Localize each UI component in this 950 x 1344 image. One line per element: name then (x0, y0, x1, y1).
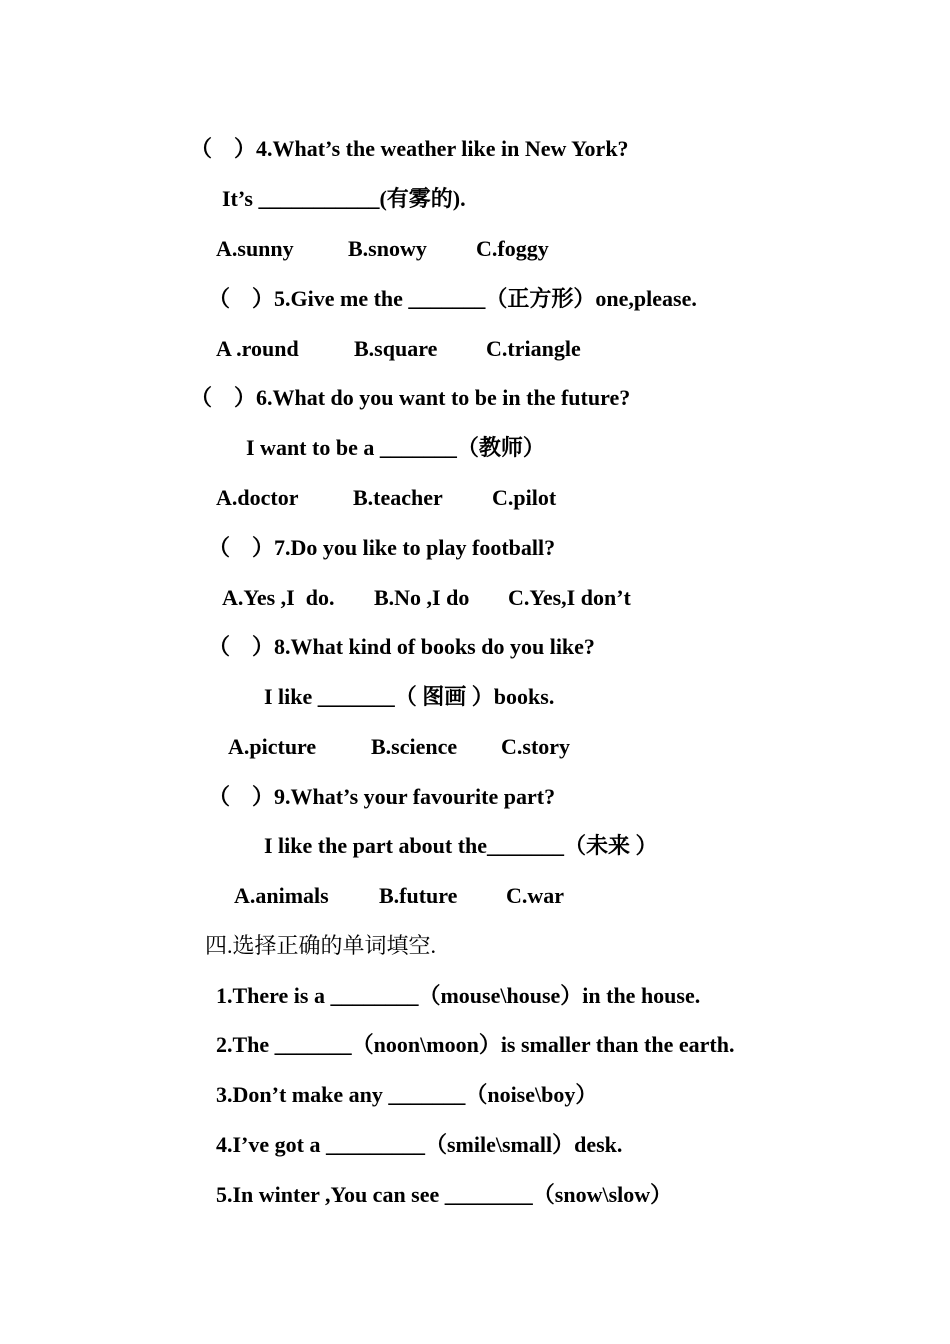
question-9: （ ）9.What’s your favourite part? (208, 784, 556, 809)
question-8-option-c: C.story (501, 734, 571, 759)
section-4-heading: 四.选择正确的单词填空. (205, 933, 437, 958)
fill-blank-item-1: 1.There is a ________（mouse\house）in the house. (216, 983, 701, 1008)
question-6: （ ）6.What do you want to be in the future? (190, 385, 631, 410)
question-9-option-c: C.war (506, 883, 565, 908)
fill-blank-item-5: 5.In winter ,You can see ________（snow\slow） (216, 1182, 673, 1207)
question-9-option-b: B.future (379, 883, 458, 908)
question-4-option-b: B.snowy (348, 236, 427, 261)
question-8: （ ）8.What kind of books do you like? (208, 634, 595, 659)
question-8-option-b: B.science (371, 734, 458, 759)
question-7: （ ）7.Do you like to play football? (208, 535, 556, 560)
question-5: （ ）5.Give me the _______（正方形）one,please. (208, 286, 697, 311)
question-7-option-b: B.No ,I do (374, 585, 470, 610)
question-6-option-a: A.doctor (216, 485, 299, 510)
fill-blank-item-2: 2.The _______（noon\moon）is smaller than the earth. (216, 1032, 735, 1057)
question-4: （ ）4.What’s the weather like in New York? (190, 136, 629, 161)
question-9-option-a: A.animals (234, 883, 329, 908)
question-8-prompt: I like _______（ 图画 ）books. (264, 684, 555, 709)
question-5-option-c: C.triangle (486, 336, 581, 361)
question-7-option-a: A.Yes ,I do. (222, 585, 335, 610)
question-7-option-c: C.Yes,I don’t (508, 585, 631, 610)
question-4-option-a: A.sunny (216, 236, 294, 261)
question-4-option-c: C.foggy (476, 236, 549, 261)
question-4-prompt: It’s ___________(有雾的). (222, 186, 466, 211)
question-8-option-a: A.picture (228, 734, 317, 759)
question-5-option-b: B.square (354, 336, 438, 361)
question-9-prompt: I like the part about the_______（未来 ） (264, 833, 658, 858)
fill-blank-item-4: 4.I’ve got a _________（smile\small）desk. (216, 1132, 623, 1157)
question-6-option-c: C.pilot (492, 485, 557, 510)
question-5-option-a: A .round (216, 336, 299, 361)
question-6-prompt: I want to be a _______（教师） (246, 435, 545, 460)
question-6-option-b: B.teacher (353, 485, 443, 510)
fill-blank-item-3: 3.Don’t make any _______（noise\boy） (216, 1082, 598, 1107)
